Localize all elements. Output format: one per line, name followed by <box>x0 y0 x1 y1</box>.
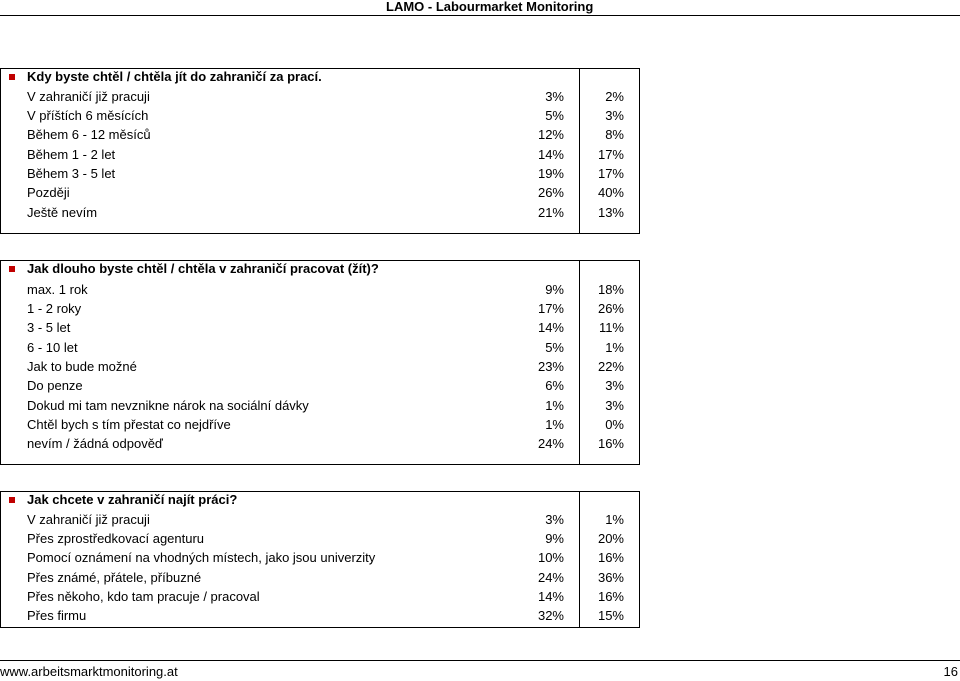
row-value-2: 16% <box>597 436 624 451</box>
table-row <box>0 377 640 396</box>
row-label: Během 1 - 2 let <box>27 147 116 162</box>
row-value-1: 24% <box>537 436 564 451</box>
question-heading <box>0 491 640 510</box>
row-value-1: 14% <box>537 320 564 335</box>
square-bullet-icon <box>9 74 15 80</box>
row-label: Jak to bude možné <box>27 359 137 374</box>
table-row <box>0 416 640 435</box>
row-label: Dokud mi tam nevznikne nárok na sociální dávky <box>27 398 309 413</box>
row-value-2: 0% <box>605 417 624 432</box>
row-value-1: 5% <box>545 108 564 123</box>
column-divider <box>639 260 640 464</box>
row-value-1: 10% <box>537 550 564 565</box>
row-value-2: 20% <box>597 531 624 546</box>
row-value-2: 40% <box>597 185 624 200</box>
row-value-1: 6% <box>545 378 564 393</box>
square-bullet-icon <box>9 266 15 272</box>
row-label: max. 1 rok <box>27 282 88 297</box>
footer-divider <box>0 660 960 661</box>
column-divider <box>639 68 640 233</box>
row-value-2: 17% <box>597 166 624 181</box>
question-text: Jak dlouho byste chtěl / chtěla v zahraničí pracovat (žít)? <box>27 261 379 276</box>
table-row <box>0 397 640 416</box>
table-row <box>0 319 640 338</box>
question-text: Kdy byste chtěl / chtěla jít do zahraničí za prací. <box>27 69 322 84</box>
row-value-1: 14% <box>537 589 564 604</box>
table-row <box>0 549 640 568</box>
table-row <box>0 607 640 626</box>
column-divider <box>579 491 580 627</box>
row-value-1: 1% <box>545 417 564 432</box>
column-divider <box>579 68 580 233</box>
row-label: Přes firmu <box>27 608 87 623</box>
page-number: 16 <box>943 664 958 679</box>
table-row <box>0 569 640 588</box>
row-value-2: 36% <box>597 570 624 585</box>
row-label: nevím / žádná odpověď <box>27 436 163 451</box>
table-row <box>0 184 640 203</box>
row-value-1: 9% <box>545 282 564 297</box>
row-value-2: 1% <box>605 340 624 355</box>
row-value-2: 15% <box>597 608 624 623</box>
table-row <box>0 165 640 184</box>
column-divider <box>0 491 1 627</box>
row-value-1: 1% <box>545 398 564 413</box>
section-how-long-abroad <box>0 260 640 464</box>
table-row <box>0 126 640 145</box>
row-value-2: 16% <box>597 589 624 604</box>
row-label: Přes někoho, kdo tam pracuje / pracoval <box>27 589 260 604</box>
row-label: Přes známé, přátele, příbuzné <box>27 570 202 585</box>
table-row <box>0 281 640 300</box>
row-value-2: 3% <box>605 108 624 123</box>
row-value-2: 16% <box>597 550 624 565</box>
row-value-1: 17% <box>537 301 564 316</box>
page-header-title: LAMO - Labourmarket Monitoring <box>386 0 594 14</box>
row-label: 6 - 10 let <box>27 340 78 355</box>
row-value-1: 12% <box>537 127 564 142</box>
table-row <box>0 435 640 454</box>
row-value-1: 19% <box>537 166 564 181</box>
row-value-1: 14% <box>537 147 564 162</box>
table-row <box>0 358 640 377</box>
row-value-1: 32% <box>537 608 564 623</box>
row-label: V zahraničí již pracuji <box>27 512 150 527</box>
header-divider <box>0 15 960 16</box>
section-bottom-rule <box>0 233 640 234</box>
row-value-1: 5% <box>545 340 564 355</box>
row-value-2: 26% <box>597 301 624 316</box>
table-row <box>0 300 640 319</box>
question-heading <box>0 260 640 279</box>
row-value-1: 9% <box>545 531 564 546</box>
row-label: Chtěl bych s tím přestat co nejdříve <box>27 417 231 432</box>
row-value-2: 3% <box>605 398 624 413</box>
row-value-1: 23% <box>537 359 564 374</box>
row-label: Přes zprostředkovací agenturu <box>27 531 205 546</box>
square-bullet-icon <box>9 497 15 503</box>
table-row <box>0 88 640 107</box>
row-label: Ještě nevím <box>27 205 98 220</box>
row-value-1: 3% <box>545 512 564 527</box>
table-row <box>0 530 640 549</box>
row-label: V zahraničí již pracuji <box>27 89 150 104</box>
row-label: Později <box>27 185 70 200</box>
row-label: V příštích 6 měsících <box>27 108 149 123</box>
section-bottom-rule <box>0 627 640 628</box>
row-value-2: 3% <box>605 378 624 393</box>
row-value-2: 17% <box>597 147 624 162</box>
footer-website-link[interactable]: www.arbeitsmarktmonitoring.at <box>0 664 178 679</box>
section-bottom-rule <box>0 464 640 465</box>
column-divider <box>0 68 1 233</box>
row-value-2: 11% <box>598 320 624 335</box>
row-value-1: 21% <box>537 205 564 220</box>
row-label: 1 - 2 roky <box>27 301 82 316</box>
section-when-abroad <box>0 68 640 233</box>
table-row <box>0 339 640 358</box>
row-label: Během 3 - 5 let <box>27 166 116 181</box>
row-value-2: 8% <box>605 127 624 142</box>
table-row <box>0 204 640 223</box>
row-value-2: 1% <box>605 512 624 527</box>
row-value-1: 26% <box>537 185 564 200</box>
column-divider <box>0 260 1 464</box>
row-value-2: 18% <box>597 282 624 297</box>
question-heading <box>0 68 640 87</box>
row-label: Během 6 - 12 měsíců <box>27 127 151 142</box>
table-row <box>0 107 640 126</box>
table-row <box>0 511 640 530</box>
row-value-1: 24% <box>537 570 564 585</box>
row-value-2: 22% <box>597 359 624 374</box>
row-label: 3 - 5 let <box>27 320 71 335</box>
row-label: Do penze <box>27 378 83 393</box>
column-divider <box>639 491 640 627</box>
row-label: Pomocí oznámení na vhodných místech, jako jsou univerzity <box>27 550 376 565</box>
row-value-2: 2% <box>605 89 624 104</box>
table-row <box>0 588 640 607</box>
column-divider <box>579 260 580 464</box>
section-how-find-work <box>0 491 640 627</box>
row-value-2: 13% <box>597 205 624 220</box>
row-value-1: 3% <box>545 89 564 104</box>
table-row <box>0 146 640 165</box>
question-text: Jak chcete v zahraničí najít práci? <box>27 492 238 507</box>
